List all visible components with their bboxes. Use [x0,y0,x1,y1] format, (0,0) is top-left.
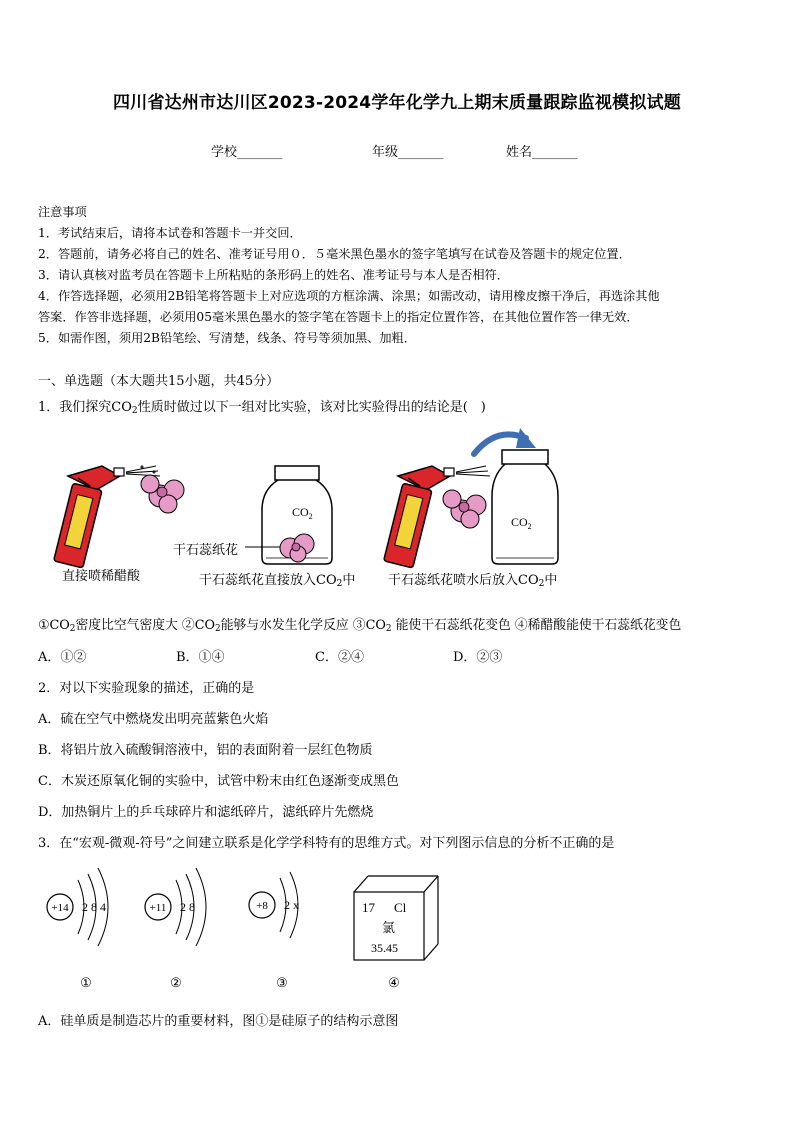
spray-bottle-icon [54,466,124,568]
section-heading: 一、单选题（本大题共15小题，共45分） [38,374,280,389]
element-name: 氯 [382,920,396,935]
bottle-label: $CO_2$ [511,515,532,531]
q1-statements: $①CO_2$密度比空气密度大 $②CO_2$能够与水发生化学反应 $③CO_2$ 能使干石蕊纸花变色 ④稀醋酸能使干石蕊纸花变色 [38,618,682,634]
caption-2: 干石蕊纸花直接放入$CO_2$中 [199,573,356,589]
element-number: 17 [362,900,375,915]
q2-option-d: D．加热铜片上的乒乓球碎片和滤纸碎片，滤纸碎片先燃烧 [38,805,374,820]
bottle-label: $CO_2$ [292,505,313,521]
svg-text:②: ② [170,975,182,990]
atom-structure-diagram [249,872,299,990]
q1-option-c: C．②④ [315,650,364,665]
q1-stem: 1．我们探究$CO_2$性质时做过以下一组对比实验，该对比实验得出的结论是( ) [38,400,486,416]
svg-text:+14: +14 [51,902,69,914]
notice-heading: 注意事项 [38,205,87,219]
svg-text:+11: +11 [149,902,167,914]
flower-icon [141,475,184,513]
q2-stem: 2．对以下实验现象的描述，正确的是 [38,681,255,696]
school-field: 学校_______ [211,145,283,160]
q3-option-a: A．硅单质是制造芯片的重要材料，图①是硅原子的结构示意图 [38,1014,399,1029]
q3-atom-figure [38,862,458,998]
element-symbol: Cl [394,900,407,915]
notice-item: 1．考试结束后，请将本试卷和答题卡一并交回． [38,226,302,240]
svg-text:2 x: 2 x [284,898,299,912]
q2-option-b: B．将铝片放入硫酸铜溶液中，铝的表面附着一层红色物质 [38,743,373,758]
notice-item: 答案．作答非选择题，必须用05毫米黑色墨水的签字笔在答题卡上的指定位置作答，在其他位置作答一律无效． [38,310,639,324]
q2-option-c: C．木炭还原氧化铜的实验中，试管中粉末由红色逐渐变成黑色 [38,774,399,789]
svg-text:③: ③ [276,975,288,990]
flower-icon [443,490,486,528]
q3-stem: 3．在“宏观-微观-符号”之间建立联系是化学学科特有的思维方式。对下列图示信息的分析不正确的是 [38,836,615,851]
svg-text:①: ① [80,975,92,990]
gas-bottle-icon [492,450,558,564]
notice-item: 3．请认真核对监考员在答题卡上所粘贴的条形码上的姓名、准考证号与本人是否相符． [38,268,509,282]
paper-flower-label: 干石蕊纸花 [173,543,239,558]
q1-option-d: D．②③ [453,650,503,665]
caption-1: 直接喷稀醋酸 [62,569,141,584]
svg-text:2 8 4: 2 8 4 [82,900,106,914]
q1-option-a: A．①② [38,650,87,665]
element-label: ④ [388,975,400,990]
caption-3: 干石蕊纸花喷水后放入$CO_2$中 [388,573,558,589]
notice-item: 4．作答选择题，必须用2B铅笔将答题卡上对应选项的方框涂满、涂黑；如需改动，请用橡皮擦干净后，再选涂其他 [38,289,660,303]
grade-field: 年级_______ [372,145,444,160]
spray-bottle-icon [384,466,454,568]
q2-option-a: A．硫在空气中燃烧发出明亮蓝紫色火焰 [38,712,269,727]
atom-structure-diagram [47,868,108,990]
spray-mist [456,466,490,476]
q1-option-b: B．①④ [176,650,225,665]
page-title: 四川省达州市达川区2023-2024学年化学九上期末质量跟踪监视模拟试题 [113,93,681,113]
svg-text:2 8: 2 8 [180,900,195,914]
name-field: 姓名_______ [506,145,578,160]
notice-item: 5．如需作图，须用2B铅笔绘、写清楚，线条、符号等须加黑、加粗． [38,331,416,345]
element-mass: 35.45 [371,941,398,955]
svg-text:+8: +8 [256,900,268,912]
notice-item: 2．答题前，请务必将自己的姓名、准考证号用０．５毫米黑色墨水的签字笔填写在试卷及答题卡的规定位置． [38,247,631,261]
atom-structure-diagram [145,868,206,990]
